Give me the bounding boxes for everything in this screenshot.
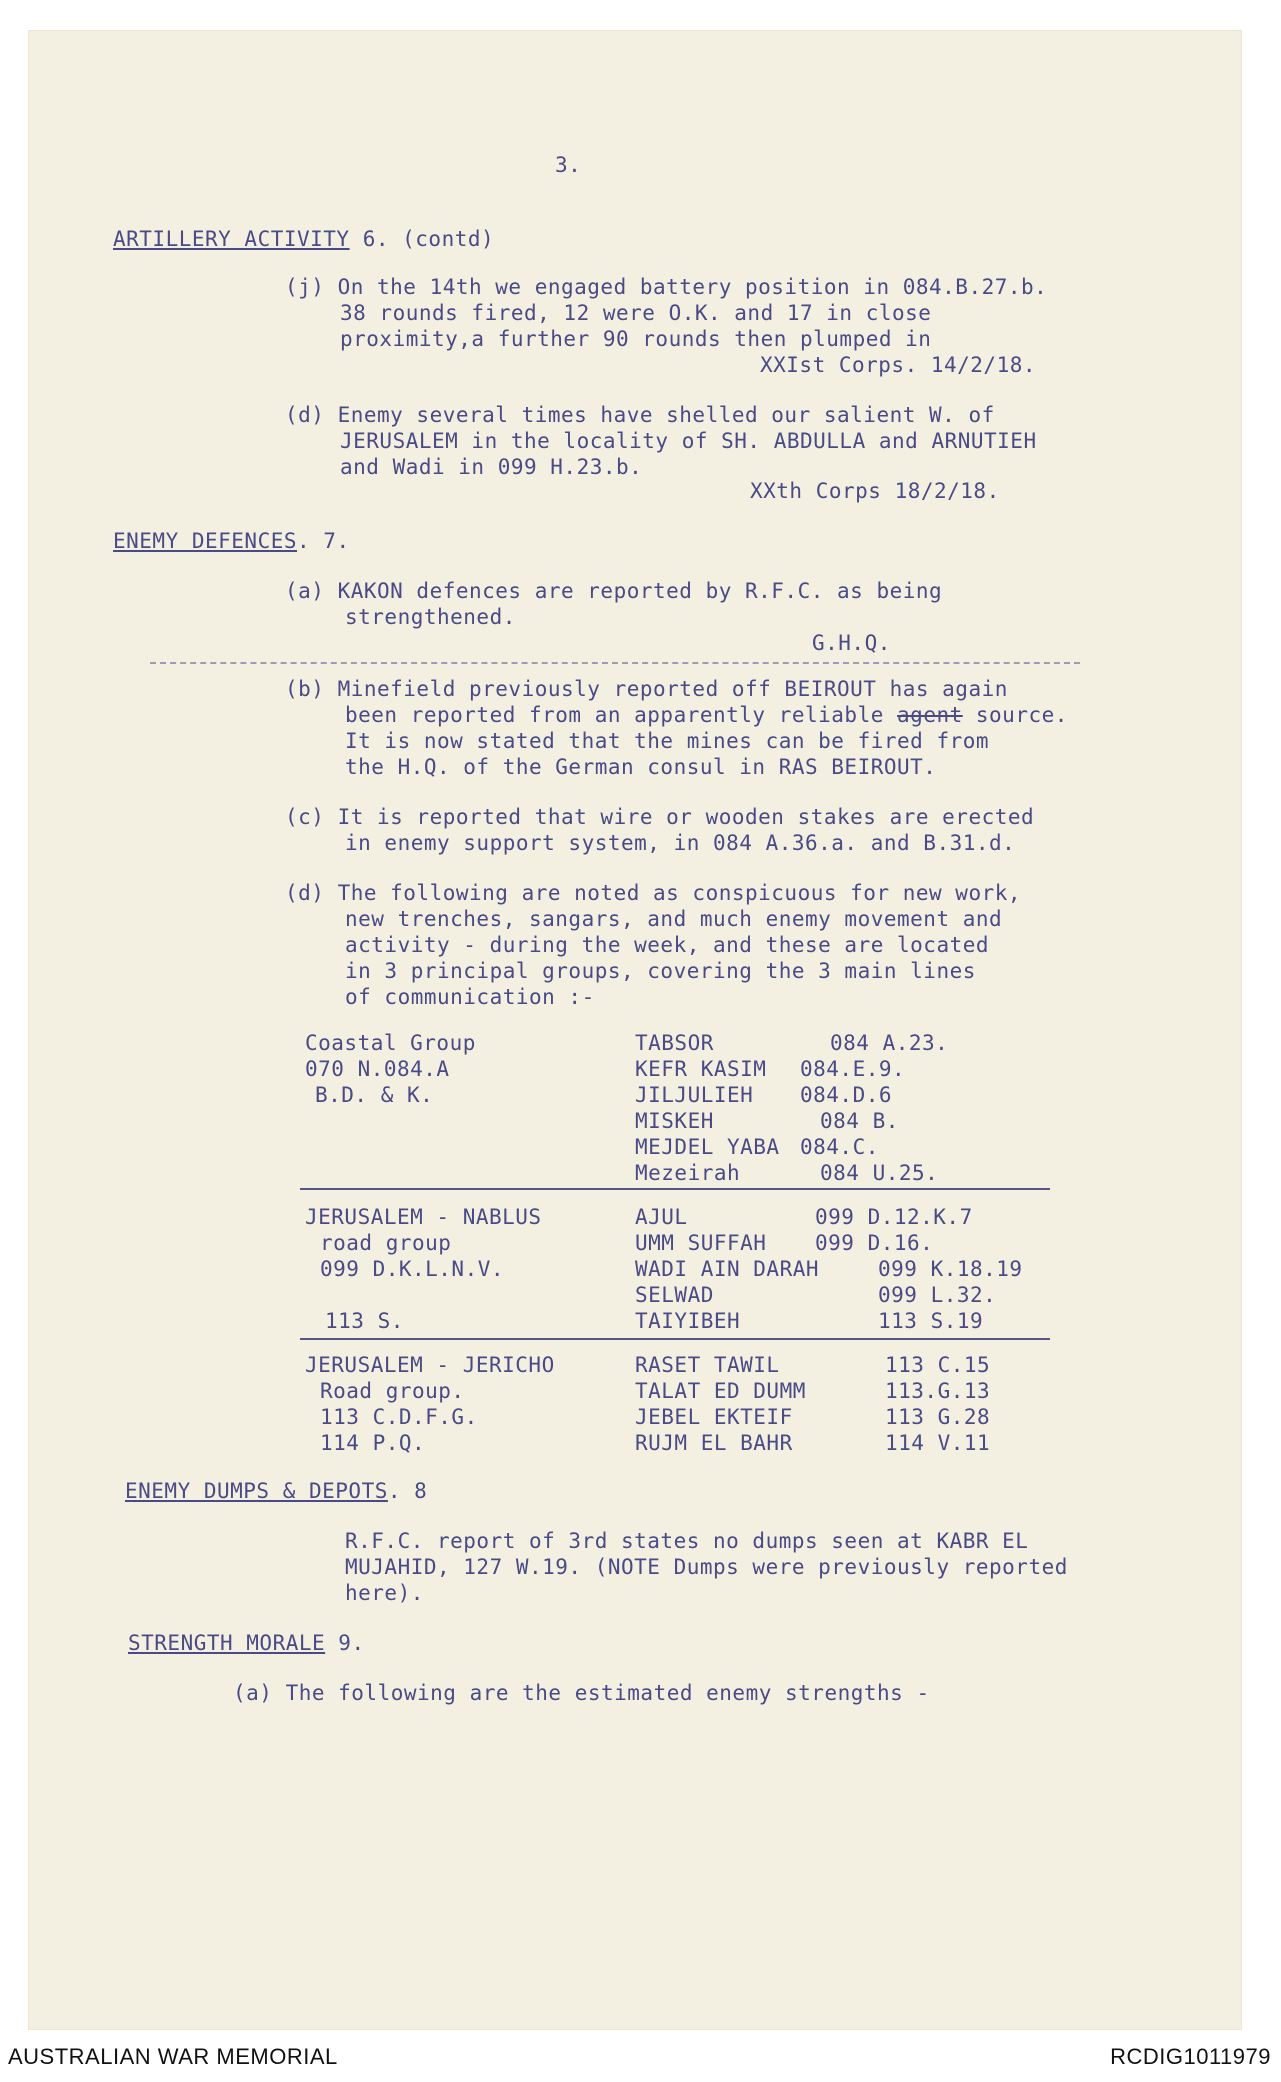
group-divider-2 <box>300 1338 1050 1340</box>
artillery-heading: ARTILLERY ACTIVITY 6. (contd) <box>113 227 495 251</box>
group-3-place-1-name: RASET TAWIL <box>635 1353 780 1377</box>
group-3-left-line-4: 114 P.Q. <box>320 1431 426 1455</box>
defences-item-d-line-1: (d) The following are noted as conspicuous for new work, <box>285 881 1022 905</box>
group-1-place-2-name: KEFR KASIM <box>635 1057 767 1081</box>
group-2-place-2-name: UMM SUFFAH <box>635 1231 767 1255</box>
group-1-place-4-ref: 084 B. <box>820 1109 899 1133</box>
defences-item-b-line-3: It is now stated that the mines can be fired from <box>345 729 990 753</box>
struck-word: agent <box>897 703 963 727</box>
group-1-place-3-name: JILJULIEH <box>635 1083 754 1107</box>
morale-item-a: (a) The following are the estimated enemy strengths - <box>233 1681 930 1705</box>
group-2-place-3-ref: 099 K.18.19 <box>878 1257 1023 1281</box>
group-3-left-line-3: 113 C.D.F.G. <box>320 1405 478 1429</box>
group-3-place-4-ref: 114 V.11 <box>885 1431 991 1455</box>
defences-item-d-line-2: new trenches, sangars, and much enemy movement and <box>345 907 1003 931</box>
footer-reference-id: RCDIG1011979 <box>1110 2044 1271 2069</box>
group-2-left-line-3: 099 D.K.L.N.V. <box>320 1257 505 1281</box>
group-1-left-line-3: B.D. & K. <box>315 1083 434 1107</box>
defences-item-d-line-4: in 3 principal groups, covering the 3 main lines <box>345 959 976 983</box>
defences-item-b-line-4: the H.Q. of the German consul in RAS BEIROUT. <box>345 755 937 779</box>
group-2-place-4-name: SELWAD <box>635 1283 714 1307</box>
dumps-heading: ENEMY DUMPS & DEPOTS. 8 <box>125 1479 428 1503</box>
group-1-place-6-name: Mezeirah <box>635 1161 741 1185</box>
defences-heading: ENEMY DEFENCES. 7. <box>113 529 350 553</box>
group-2-left-line-5: 113 S. <box>325 1309 404 1333</box>
group-3-place-3-name: JEBEL EKTEIF <box>635 1405 793 1429</box>
defences-item-d-line-3: activity - during the week, and these are located <box>345 933 990 957</box>
group-1-left-line-1: Coastal Group <box>305 1031 476 1055</box>
group-2-place-4-ref: 099 L.32. <box>878 1283 997 1307</box>
group-1-place-2-ref: 084.E.9. <box>800 1057 906 1081</box>
page-number: 3. <box>555 153 582 177</box>
group-divider-1 <box>300 1188 1050 1190</box>
artillery-item-j-line-3: proximity,a further 90 rounds then plumped in <box>340 327 932 351</box>
group-3-place-4-name: RUJM EL BAHR <box>635 1431 793 1455</box>
artillery-item-d-line-1: (d) Enemy several times have shelled our salient W. of <box>285 403 995 427</box>
dumps-line-1: R.F.C. report of 3rd states no dumps seen at KABR EL <box>345 1529 1029 1553</box>
group-3-left-line-2: Road group. <box>320 1379 465 1403</box>
artillery-item-d-line-3: and Wadi in 099 H.23.b. <box>340 455 643 479</box>
group-3-place-2-name: TALAT ED DUMM <box>635 1379 806 1403</box>
group-1-place-1-name: TABSOR <box>635 1031 714 1055</box>
group-3-place-2-ref: 113.G.13 <box>885 1379 991 1403</box>
group-1-place-5-ref: 084.C. <box>800 1135 879 1159</box>
group-2-left-line-2: road group <box>320 1231 452 1255</box>
defences-item-a-source: G.H.Q. <box>812 631 891 655</box>
artillery-item-d-line-2: JERUSALEM in the locality of SH. ABDULLA and ARNUTIEH <box>340 429 1037 453</box>
group-2-place-3-name: WADI AIN DARAH <box>635 1257 820 1281</box>
defences-item-a-line-2: strengthened. <box>345 605 516 629</box>
group-1-place-1-ref: 084 A.23. <box>830 1031 949 1055</box>
group-2-place-5-name: TAIYIBEH <box>635 1309 741 1333</box>
group-1-place-6-ref: 084 U.25. <box>820 1161 939 1185</box>
morale-heading: STRENGTH MORALE 9. <box>128 1631 365 1655</box>
defences-item-d-line-5: of communication :- <box>345 985 595 1009</box>
group-3-left-line-1: JERUSALEM - JERICHO <box>305 1353 555 1377</box>
group-3-place-1-ref: 113 C.15 <box>885 1353 991 1377</box>
defences-item-c-line-1: (c) It is reported that wire or wooden stakes are erected <box>285 805 1035 829</box>
group-2-place-1-name: AJUL <box>635 1205 688 1229</box>
group-1-left-line-2: 070 N.084.A <box>305 1057 450 1081</box>
dashed-rule <box>150 662 1080 664</box>
dumps-line-2: MUJAHID, 127 W.19. (NOTE Dumps were previously reported <box>345 1555 1068 1579</box>
group-2-place-2-ref: 099 D.16. <box>815 1231 934 1255</box>
group-1-place-3-ref: 084.D.6 <box>800 1083 893 1107</box>
group-1-place-4-name: MISKEH <box>635 1109 714 1133</box>
footer-institution: AUSTRALIAN WAR MEMORIAL <box>8 2044 338 2069</box>
defences-item-a-line-1: (a) KAKON defences are reported by R.F.C. as being <box>285 579 943 603</box>
artillery-item-j-source: XXIst Corps. 14/2/18. <box>760 353 1037 377</box>
group-2-place-1-ref: 099 D.12.K.7 <box>815 1205 973 1229</box>
group-1-place-5-name: MEJDEL YABA <box>635 1135 780 1159</box>
group-2-place-5-ref: 113 S.19 <box>878 1309 984 1333</box>
dumps-line-3: here). <box>345 1581 424 1605</box>
artillery-item-j-line-1: (j) On the 14th we engaged battery position in 084.B.27.b. <box>285 275 1048 299</box>
defences-item-b-line-2: been reported from an apparently reliable agent source. <box>345 703 1068 727</box>
group-2-left-line-1: JERUSALEM - NABLUS <box>305 1205 542 1229</box>
artillery-item-d-source: XXth Corps 18/2/18. <box>750 479 1000 503</box>
defences-item-b-line-1: (b) Minefield previously reported off BEIROUT has again <box>285 677 1008 701</box>
artillery-item-j-line-2: 38 rounds fired, 12 were O.K. and 17 in close <box>340 301 932 325</box>
group-3-place-3-ref: 113 G.28 <box>885 1405 991 1429</box>
defences-item-c-line-2: in enemy support system, in 084 A.36.a. and B.31.d. <box>345 831 1016 855</box>
